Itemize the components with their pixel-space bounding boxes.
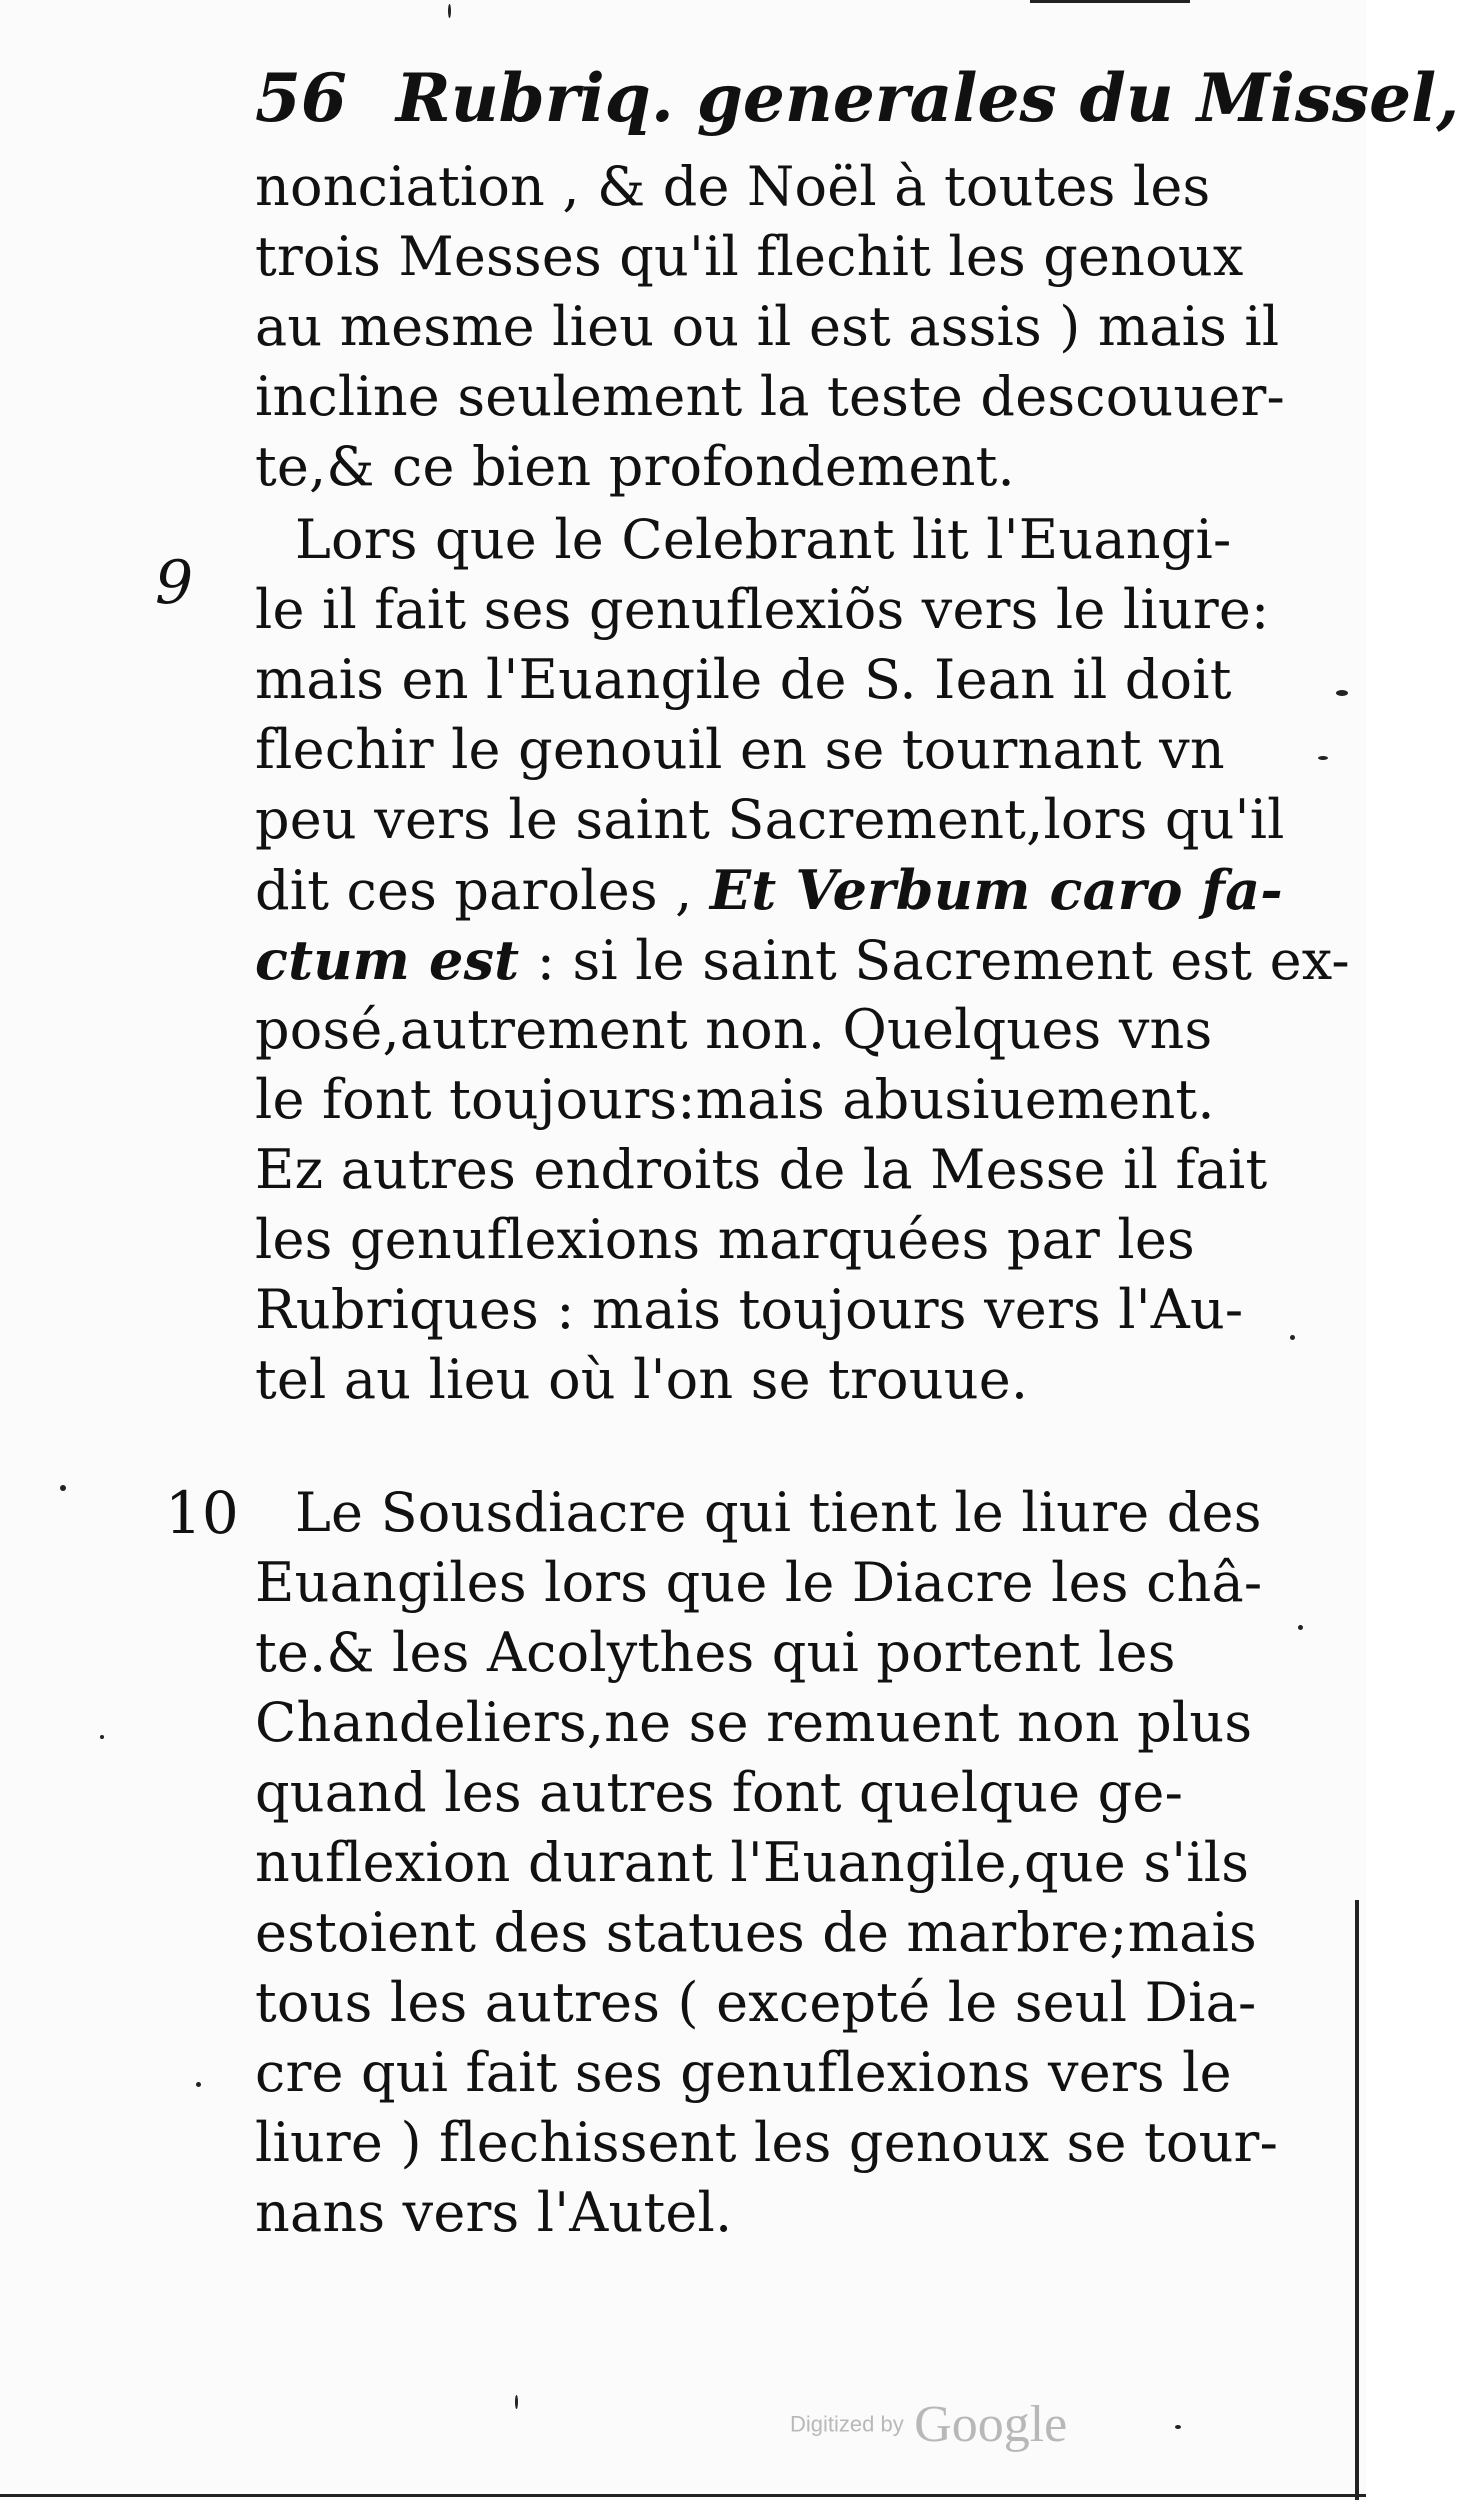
- text-line-with-quotation: [255, 855, 1283, 925]
- text-line: Ez autres endroits de la Messe il fait: [255, 1138, 1268, 1201]
- scan-speck: [100, 1735, 104, 1739]
- text-line: le font toujours:mais abusiuement.: [255, 1068, 1215, 1131]
- text-line: Rubriques : mais toujours vers l'Au-: [255, 1278, 1244, 1341]
- scan-speck: [448, 4, 451, 18]
- scan-speck: [196, 2082, 201, 2087]
- text-line: le il fait ses genuflexiõs vers le liure:: [255, 578, 1270, 641]
- section-number-10: 10: [165, 1479, 239, 1547]
- text-line: les genuflexions marquées par les: [255, 1208, 1195, 1271]
- digitized-watermark: [790, 2395, 1090, 2465]
- text-segment: : si le saint Sacrement est ex-: [536, 929, 1350, 992]
- latin-quotation: Et Verbum caro fa-: [709, 858, 1283, 922]
- scan-edge-line: [1355, 1900, 1359, 2500]
- google-logo: Google: [914, 2396, 1068, 2453]
- text-line: au mesme lieu ou il est assis ) mais il: [255, 295, 1280, 358]
- scan-speck: [1290, 1335, 1295, 1340]
- text-line: flechir le genouil en se tournant vn: [255, 718, 1225, 781]
- text-line: te.& les Acolythes qui portent les: [255, 1621, 1176, 1684]
- scan-speck: [1175, 2425, 1181, 2429]
- scan-speck: [1336, 690, 1348, 696]
- text-line: nonciation , & de Noël à toutes les: [255, 155, 1211, 218]
- text-line: estoient des statues de marbre;mais: [255, 1901, 1257, 1964]
- text-line: Lors que le Celebrant lit l'Euangi-: [295, 508, 1232, 571]
- scan-speck: [60, 1485, 66, 1491]
- page-header: [255, 58, 1459, 138]
- running-title: Rubriq. generales du Missel,: [395, 59, 1459, 137]
- text-segment: dit ces paroles ,: [255, 859, 693, 922]
- text-line: posé,autrement non. Quelques vns: [255, 998, 1213, 1061]
- scan-speck: [515, 2395, 518, 2409]
- text-line: nans vers l'Autel.: [255, 2181, 733, 2244]
- text-line: nuflexion durant l'Euangile,que s'ils: [255, 1831, 1250, 1894]
- text-line: tous les autres ( excepté le seul Dia-: [255, 1971, 1257, 2034]
- digitized-label: Digitized by: [790, 2411, 904, 2437]
- scan-top-edge: [1030, 0, 1190, 3]
- page-number: 56: [255, 59, 347, 137]
- text-line: cre qui fait ses genuflexions vers le: [255, 2041, 1232, 2104]
- latin-quotation: ctum est: [255, 928, 520, 992]
- text-line: te,& ce bien profondement.: [255, 435, 1015, 498]
- text-line: tel au lieu où l'on se trouue.: [255, 1348, 1029, 1411]
- section-number-9: 9: [155, 548, 194, 618]
- text-line: liure ) flechissent les genoux se tour-: [255, 2111, 1279, 2174]
- scan-speck: [1298, 1625, 1303, 1630]
- text-line: trois Messes qu'il flechit les genoux: [255, 225, 1244, 288]
- text-line: Euangiles lors que le Diacre les châ-: [255, 1551, 1263, 1614]
- text-line: mais en l'Euangile de S. Iean il doit: [255, 648, 1232, 711]
- scan-bottom-edge: [0, 2494, 1366, 2497]
- text-line: incline seulement la teste descouuer-: [255, 365, 1285, 428]
- text-line: Chandeliers,ne se remuent non plus: [255, 1691, 1253, 1754]
- text-line: quand les autres font quelque ge-: [255, 1761, 1184, 1824]
- text-line: peu vers le saint Sacrement,lors qu'il: [255, 788, 1285, 851]
- text-line: Le Sousdiacre qui tient le liure des: [295, 1481, 1262, 1544]
- scan-speck: [1318, 756, 1328, 760]
- text-line-with-quotation: [255, 925, 1350, 995]
